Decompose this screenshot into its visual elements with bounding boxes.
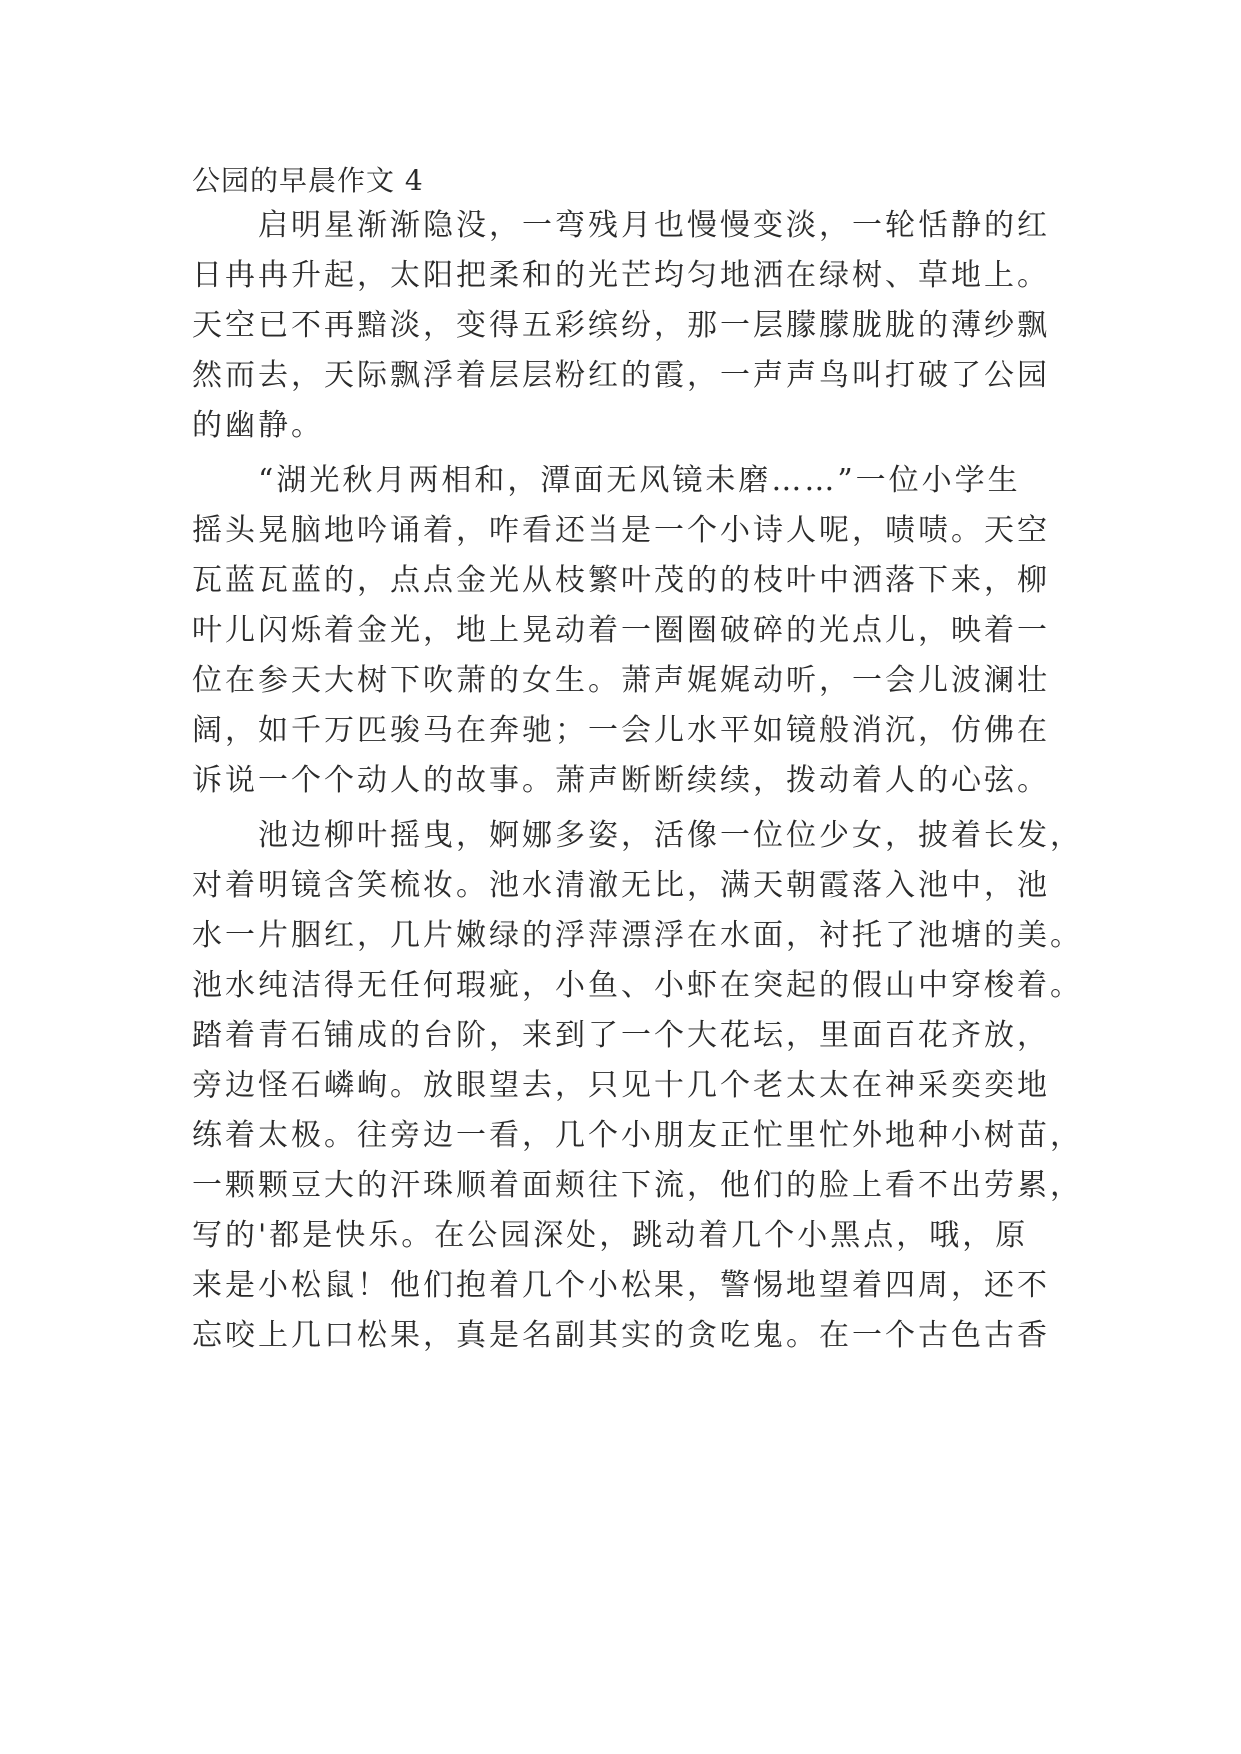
paragraph-3-line-9: 写的'都是快乐。在公园深处，跳动着几个小黑点，哦，原 (192, 1218, 1029, 1253)
paragraph-3-line-7: 练着太极。往旁边一看，几个小朋友正忙里忙外地种小树苗， (192, 1118, 1083, 1153)
paragraph-3-line-1: 池边柳叶摇曳，婀娜多姿，活像一位位少女，披着长发， (258, 818, 1083, 853)
paragraph-1-line-1: 启明星渐渐隐没，一弯残月也慢慢变淡，一轮恬静的红 (258, 208, 1050, 243)
paragraph-1-line-2: 日冉冉升起，太阳把柔和的光芒均匀地洒在绿树、草地上。 (192, 258, 1050, 293)
paragraph-2-line-1: “湖光秋月两相和，潭面无风镜未磨……”一位小学生 (258, 463, 1021, 498)
paragraph-2-line-6: 阔，如千万匹骏马在奔驰；一会儿水平如镜般消沉，仿佛在 (192, 713, 1050, 748)
paragraph-2-line-2: 摇头晃脑地吟诵着，咋看还当是一个小诗人呢，啧啧。天空 (192, 513, 1050, 548)
paragraph-3-line-2: 对着明镜含笑梳妆。池水清澈无比，满天朝霞落入池中，池 (192, 868, 1050, 903)
paragraph-1-line-3: 天空已不再黯淡，变得五彩缤纷，那一层朦朦胧胧的薄纱飘 (192, 308, 1050, 343)
paragraph-2-line-4: 叶儿闪烁着金光，地上晃动着一圈圈破碎的光点儿，映着一 (192, 613, 1050, 648)
paragraph-1-line-5: 的幽静。 (192, 408, 324, 443)
paragraph-2-line-3: 瓦蓝瓦蓝的，点点金光从枝繁叶茂的的枝叶中洒落下来，柳 (192, 563, 1050, 598)
paragraph-3-line-10: 来是小松鼠！他们抱着几个小松果，警惕地望着四周，还不 (192, 1268, 1050, 1303)
paragraph-3-line-5: 踏着青石铺成的台阶，来到了一个大花坛，里面百花齐放， (192, 1018, 1050, 1053)
paragraph-3-line-6: 旁边怪石嶙峋。放眼望去，只见十几个老太太在神采奕奕地 (192, 1068, 1050, 1103)
document-title: 公园的早晨作文 4 (192, 164, 424, 197)
paragraph-3-line-3: 水一片胭红，几片嫩绿的浮萍漂浮在水面，衬托了池塘的美。 (192, 918, 1083, 953)
paragraph-2-line-5: 位在参天大树下吹萧的女生。萧声娓娓动听，一会儿波澜壮 (192, 663, 1050, 698)
paragraph-3-line-11: 忘咬上几口松果，真是名副其实的贪吃鬼。在一个古色古香 (192, 1318, 1050, 1353)
paragraph-2-line-7: 诉说一个个动人的故事。萧声断断续续，拨动着人的心弦。 (192, 763, 1050, 798)
paragraph-1-line-4: 然而去，天际飘浮着层层粉红的霞，一声声鸟叫打破了公园 (192, 358, 1050, 393)
paragraph-3-line-4: 池水纯洁得无任何瑕疵，小鱼、小虾在突起的假山中穿梭着。 (192, 968, 1083, 1003)
paragraph-3-line-8: 一颗颗豆大的汗珠顺着面颊往下流，他们的脸上看不出劳累， (192, 1168, 1083, 1203)
